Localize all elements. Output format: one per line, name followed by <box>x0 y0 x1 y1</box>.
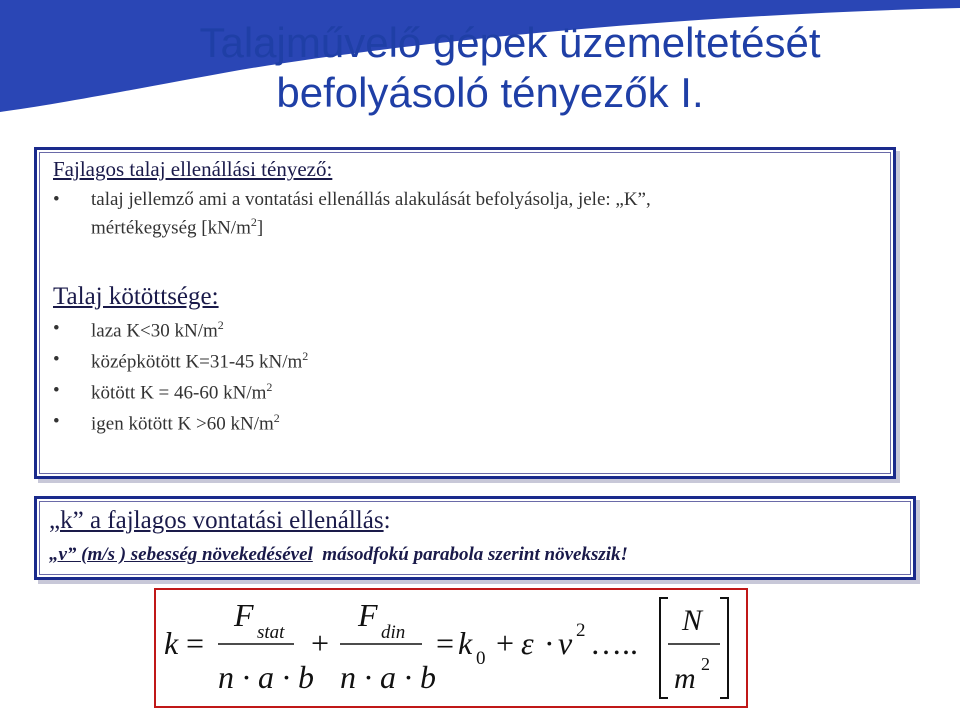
formula-den-2: n · a · b <box>340 659 436 695</box>
definition-text-line1: talaj jellemző ami a vontatási ellenállás alakulását befolyásolja, jele: „K”, <box>91 189 651 210</box>
unit-bracket-right <box>720 598 728 698</box>
superscript: 2 <box>217 318 224 332</box>
title-line-1: Talajművelő gépek üzemeltetését <box>199 19 821 66</box>
superscript: 2 <box>250 215 257 229</box>
k-definition-colon: : <box>383 507 391 534</box>
title-line-2: befolyásoló tényezők I. <box>276 69 704 116</box>
bullet-icon: • <box>53 411 60 432</box>
formula-din-subscript: din <box>381 622 406 643</box>
formula-ellipsis: ….. <box>590 625 638 661</box>
formula-eq2: = <box>436 625 455 661</box>
formula-epsilon: ε <box>521 625 534 661</box>
bullet-text: laza K<30 kN/m <box>91 320 218 342</box>
formula-k0-subscript: 0 <box>476 648 486 669</box>
formula-svg <box>156 590 746 706</box>
formula-eq1: = <box>186 625 205 661</box>
unit-exponent: 2 <box>701 654 710 674</box>
bullet-compact <box>53 380 273 404</box>
k-definition <box>49 507 391 535</box>
unit-denominator: m <box>674 662 696 695</box>
bullet-loose <box>53 318 224 342</box>
traction-resistance-box <box>34 496 916 580</box>
bullet-icon: • <box>53 349 60 370</box>
title-banner <box>0 0 960 116</box>
superscript: 2 <box>302 349 309 363</box>
v-statement-rest: másodfokú parabola szerint növekszik! <box>312 544 628 565</box>
superscript: 2 <box>266 380 273 394</box>
formula-v-exponent: 2 <box>576 620 586 641</box>
v-statement-underlined: „v” (m/s ) sebesség növekedésével <box>49 544 313 565</box>
unit-numerator: N <box>682 604 703 637</box>
definition-text-tail: ] <box>256 217 264 239</box>
v-statement <box>49 544 628 566</box>
formula-v: v <box>558 625 573 661</box>
superscript: 2 <box>273 411 280 425</box>
formula-plus1: + <box>311 625 330 661</box>
definition-text-line2: mértékegység [kN/m <box>91 217 251 239</box>
formula-box <box>154 588 748 708</box>
bullet-icon: • <box>53 318 60 339</box>
page-title <box>0 18 960 118</box>
k-definition-underlined: „k” a fajlagos vontatási ellenállás <box>49 507 384 534</box>
formula-den-1: n · a · b <box>218 659 314 695</box>
bullet-medium <box>53 349 309 373</box>
unit-bracket-left <box>660 598 668 698</box>
bullet-text: kötött K = 46-60 kN/m <box>91 382 267 404</box>
bullet-very-compact <box>53 411 280 435</box>
bullet-text: középkötött K=31-45 kN/m <box>91 351 303 373</box>
formula-F-din: F <box>358 597 378 633</box>
formula-k: k <box>164 625 179 661</box>
formula-plus2: + <box>496 625 515 661</box>
bullet-definition <box>53 189 881 239</box>
bullet-text: igen kötött K >60 kN/m <box>91 413 274 435</box>
bullet-icon: • <box>53 380 60 401</box>
formula-stat-subscript: stat <box>257 622 285 643</box>
soil-resistance-box <box>34 147 896 479</box>
bullet-icon: • <box>53 189 60 210</box>
formula-dot: · <box>544 625 555 661</box>
specific-resistance-heading: Fajlagos talaj ellenállási tényező: <box>53 157 333 181</box>
soil-compactness-heading: Talaj kötöttsége: <box>53 283 219 310</box>
formula-k0: k <box>458 625 473 661</box>
formula-F-stat: F <box>234 597 254 633</box>
